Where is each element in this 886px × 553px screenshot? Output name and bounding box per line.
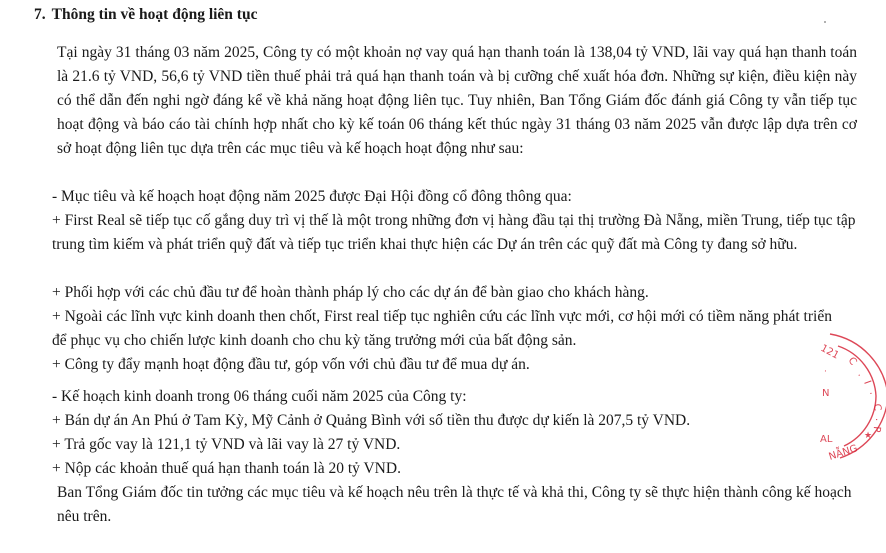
goals-item-2: + Phối hợp với các chủ đầu tư để hoàn thành pháp lý cho các dự án để bàn giao cho khách hàng.: [52, 284, 649, 301]
conclusion-paragraph: Ban Tổng Giám đốc tin tưởng các mục tiêu và kế hoạch nêu trên là thực tế và khả thi, Công ty sẽ thực hiện thành công kế hoạch nêu trên.: [57, 484, 852, 525]
svg-text:NẴNG: NẴNG: [827, 443, 860, 463]
svg-text:.: .: [867, 390, 879, 396]
scan-speck: [824, 21, 826, 23]
svg-text:121: 121: [818, 342, 841, 362]
svg-text:.: .: [873, 418, 884, 422]
goals-item-4: + Công ty đẩy mạnh hoạt động đầu tư, góp vốn với chủ đầu tư để mua dự án.: [52, 356, 530, 373]
plan-heading: - Kế hoạch kinh doanh trong 06 tháng cuối năm 2025 của Công ty:: [52, 388, 467, 405]
goals-item-3: + Ngoài các lĩnh vực kinh doanh then chốt, First real tiếp tục nghiên cứu các lĩnh vực mới, cơ hội mới có tiềm năng phát triển để phục vụ cho chiến lược kinh doanh cho chu kỳ tăng trưởng mới của bất động sản.: [52, 308, 832, 349]
plan-item-1: + Bán dự án An Phú ở Tam Kỳ, Mỹ Cảnh ở Quảng Bình với số tiền thu được dự kiến là 207,5 tỷ VND.: [52, 412, 691, 429]
svg-text:AL: AL: [820, 434, 833, 445]
company-seal-stamp: [800, 326, 886, 466]
goals-heading: - Mục tiêu và kế hoạch hoạt động năm 2025 được Đại Hội đồng cổ đông thông qua:: [52, 188, 572, 205]
svg-text:C: C: [845, 355, 859, 368]
svg-text:I: I: [861, 379, 873, 386]
plan-item-3: + Nộp các khoản thuế quá hạn thanh toán là 20 tỷ VND.: [52, 460, 401, 477]
svg-text:P: P: [870, 425, 882, 433]
section-number: 7.: [34, 6, 46, 23]
section-title: Thông tin về hoạt động liên tục: [51, 6, 258, 23]
svg-text:N: N: [822, 388, 830, 399]
plan-item-2: + Trả gốc vay là 121,1 tỷ VND và lãi vay là 27 tỷ VND.: [52, 436, 401, 453]
goals-item-1: + First Real sẽ tiếp tục cố gắng duy trì vị thế là một trong những đơn vị hàng đầu tại thị trường Đà Nẵng, miền Trung, tiếp tục tập trung tìm kiếm và phát triển quỹ đất và tiếp tục triển khai thực hiện các Dự án trên các quỹ đất mà Công ty đang sở hữu.: [52, 212, 856, 253]
svg-text:★: ★: [864, 431, 873, 441]
svg-text:C: C: [871, 403, 883, 412]
intro-paragraph: Tại ngày 31 tháng 03 năm 2025, Công ty có một khoản nợ vay quá hạn thanh toán là 138,04 tỷ VND, lãi vay quá hạn thanh toán là 21.6 tỷ VND, 56,6 tỷ VND tiền thuế phải trả quá hạn thanh toán và bị cưỡng chế xuất hóa đơn. Những sự kiện, điều kiện này có thể dẫn đến nghi ngờ đáng kể về khả năng hoạt động liên tục. Tuy nhiên, Ban Tổng Giám đốc đánh giá Công ty vẫn tiếp tục hoạt động và báo cáo tài chính hợp nhất cho kỳ kế toán 06 tháng kết thúc ngày 31 tháng 03 năm 2025 vẫn được lập dựa trên cơ sở hoạt động liên tục dựa trên các mục tiêu và kế hoạch hoạt động như sau:: [57, 44, 857, 157]
svg-text:·: ·: [824, 367, 827, 377]
svg-text:.: .: [855, 370, 867, 379]
section-heading: [34, 6, 257, 24]
